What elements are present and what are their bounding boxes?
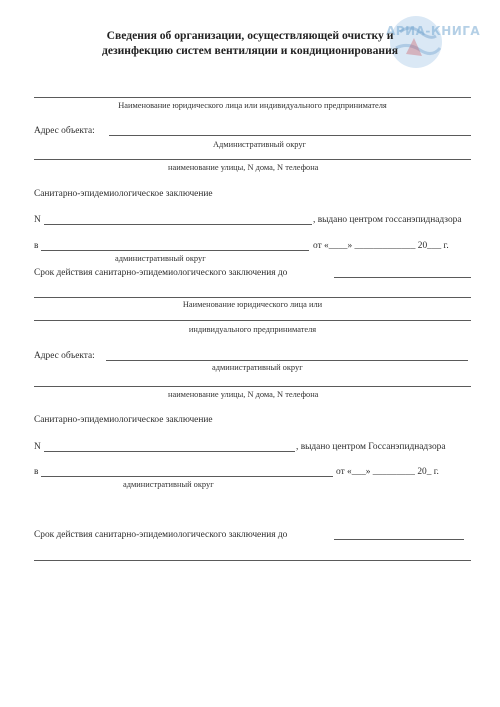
address-label-2: Адрес объекта:	[34, 351, 95, 361]
validity-label-2: Срок действия санитарно-эпидемиологического заключения до	[34, 530, 288, 540]
issued-by-text: , выдано центром госсанэпиднадзора	[313, 215, 462, 225]
address-line[interactable]	[109, 135, 471, 136]
conclusion-label: Санитарно-эпидемиологическое заключение	[34, 189, 213, 199]
in-prefix: в	[34, 241, 39, 251]
district-line-2[interactable]	[41, 476, 333, 477]
legal-name-line-3[interactable]	[34, 320, 471, 321]
district-caption: Административный округ	[213, 140, 306, 149]
district-caption-2: административный округ	[115, 254, 206, 263]
bottom-line[interactable]	[34, 560, 471, 561]
street-caption-2: наименование улицы, N дома, N телефона	[168, 390, 319, 399]
address-line-2[interactable]	[106, 360, 468, 361]
validity-line-2[interactable]	[334, 539, 464, 540]
document-title	[70, 28, 430, 58]
issued-by-text-2: , выдано центром Госсанэпиднадзора	[296, 442, 446, 452]
title-line-1: Сведения об организации, осуществляющей очистку и	[106, 29, 394, 42]
district-caption-4: административный округ	[123, 480, 214, 489]
watermark-text: АРИА-КНИГА	[386, 24, 481, 38]
number-prefix: N	[34, 215, 41, 225]
street-line[interactable]	[34, 159, 471, 160]
legal-name-line[interactable]	[34, 97, 471, 98]
district-caption-3: административный округ	[212, 363, 303, 372]
legal-name-caption-2a: Наименование юридического лица или	[182, 300, 323, 309]
district-line[interactable]	[41, 250, 309, 251]
address-label: Адрес объекта:	[34, 126, 95, 136]
street-line-2[interactable]	[34, 386, 471, 387]
date-field-2[interactable]: от «___» _________ 20_ г.	[336, 467, 439, 477]
number-line-2[interactable]	[44, 451, 295, 452]
legal-name-caption-2b: индивидуального предпринимателя	[188, 325, 317, 334]
in-prefix-2: в	[34, 467, 39, 477]
validity-label: Срок действия санитарно-эпидемиологического заключения до	[34, 268, 288, 278]
number-prefix-2: N	[34, 442, 41, 452]
validity-line[interactable]	[334, 277, 471, 278]
legal-name-caption: Наименование юридического лица или индивидуального предпринимателя	[118, 101, 387, 110]
street-caption: наименование улицы, N дома, N телефона	[168, 163, 319, 172]
legal-name-line-2[interactable]	[34, 297, 471, 298]
date-field[interactable]: от «____» _____________ 20___ г.	[313, 241, 449, 251]
title-line-2: дезинфекцию систем вентиляции и кондиционирования	[101, 44, 399, 57]
number-line[interactable]	[44, 224, 312, 225]
conclusion-label-2: Санитарно-эпидемиологическое заключение	[34, 415, 213, 425]
